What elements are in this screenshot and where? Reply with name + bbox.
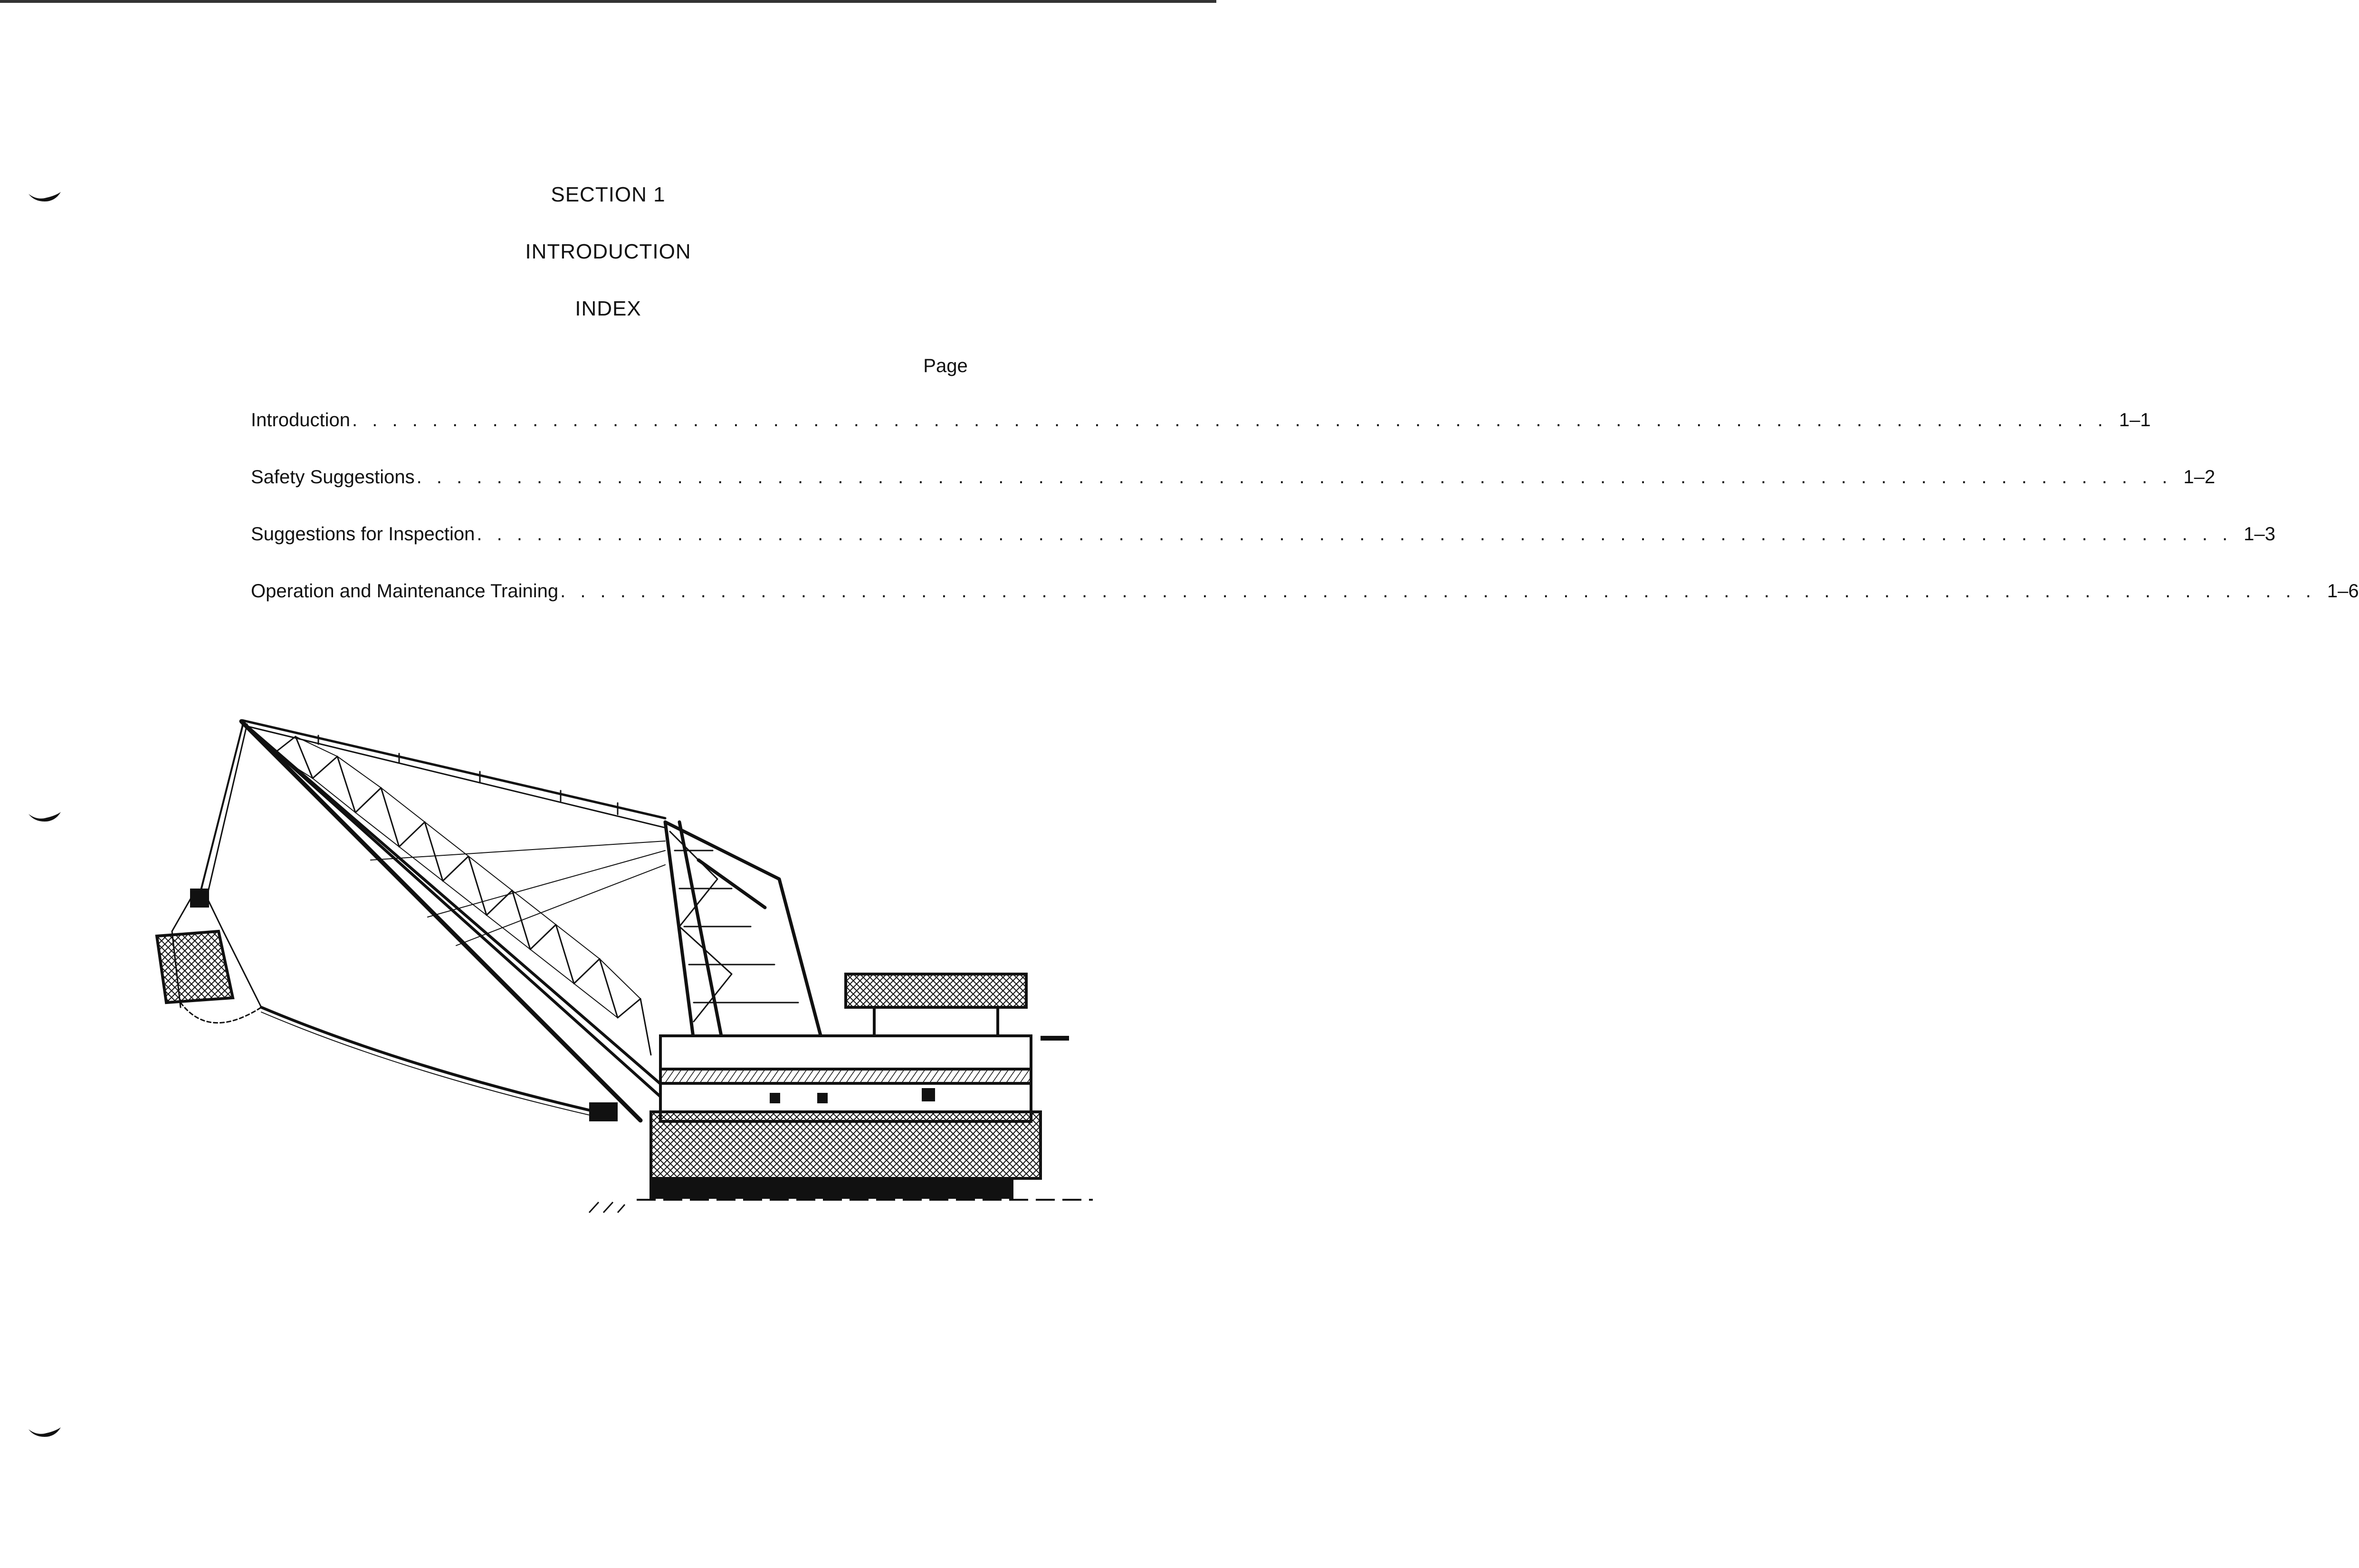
- toc-entry-page: 1–2: [2183, 467, 2216, 488]
- toc-entry[interactable]: [251, 581, 2359, 607]
- toc-page-column-header: Page: [923, 355, 968, 376]
- toc-entry-page: 1–6: [2327, 581, 2359, 602]
- toc-entry-page: 1–1: [2119, 410, 2151, 430]
- toc-entry[interactable]: [251, 524, 2275, 550]
- toc-entry-page: 1–3: [2244, 524, 2275, 545]
- toc-entry-label: Operation and Maintenance Training: [251, 581, 559, 602]
- toc-leader-dots: . . . . . . . . . . . . . . . . . . . . . . . . . . . . . . . . . . . . . . . . . . . . . . . . . . . . . . . . . . . . . . . . . . . . . . . . . . . . . . . . . . . . . . . .: [560, 581, 2316, 602]
- binder-hole-mark-bottom: [28, 1425, 62, 1440]
- toc-entry[interactable]: [251, 467, 2216, 493]
- toc-entry-label: Safety Suggestions: [251, 467, 415, 488]
- toc-entry[interactable]: [251, 410, 2151, 436]
- toc-entry-label: Introduction: [251, 410, 351, 430]
- toc-leader-dots: . . . . . . . . . . . . . . . . . . . . . . . . . . . . . . . . . . . . . . . . . . . . . . . . . . . . . . . . . . . . . . . . . . . . . . . . . . . . . . . . . . . . . . . .: [416, 467, 2172, 488]
- toc-leader-dots: . . . . . . . . . . . . . . . . . . . . . . . . . . . . . . . . . . . . . . . . . . . . . . . . . . . . . . . . . . . . . . . . . . . . . . . . . . . . . . . . . . . . . . . .: [352, 410, 2108, 430]
- dragline-excavator-illustration: [162, 708, 1093, 1216]
- top-border-rule: [0, 0, 1216, 3]
- section-number-heading: SECTION 1: [551, 183, 666, 206]
- index-heading: INDEX: [575, 297, 641, 320]
- binder-hole-mark-middle: [28, 810, 62, 824]
- bucket-icon: [157, 931, 233, 1003]
- section-title-heading: INTRODUCTION: [525, 240, 691, 263]
- toc-leader-dots: . . . . . . . . . . . . . . . . . . . . . . . . . . . . . . . . . . . . . . . . . . . . . . . . . . . . . . . . . . . . . . . . . . . . . . . . . . . . . . . . . . . . . . . .: [477, 524, 2233, 545]
- toc-entry-label: Suggestions for Inspection: [251, 524, 475, 545]
